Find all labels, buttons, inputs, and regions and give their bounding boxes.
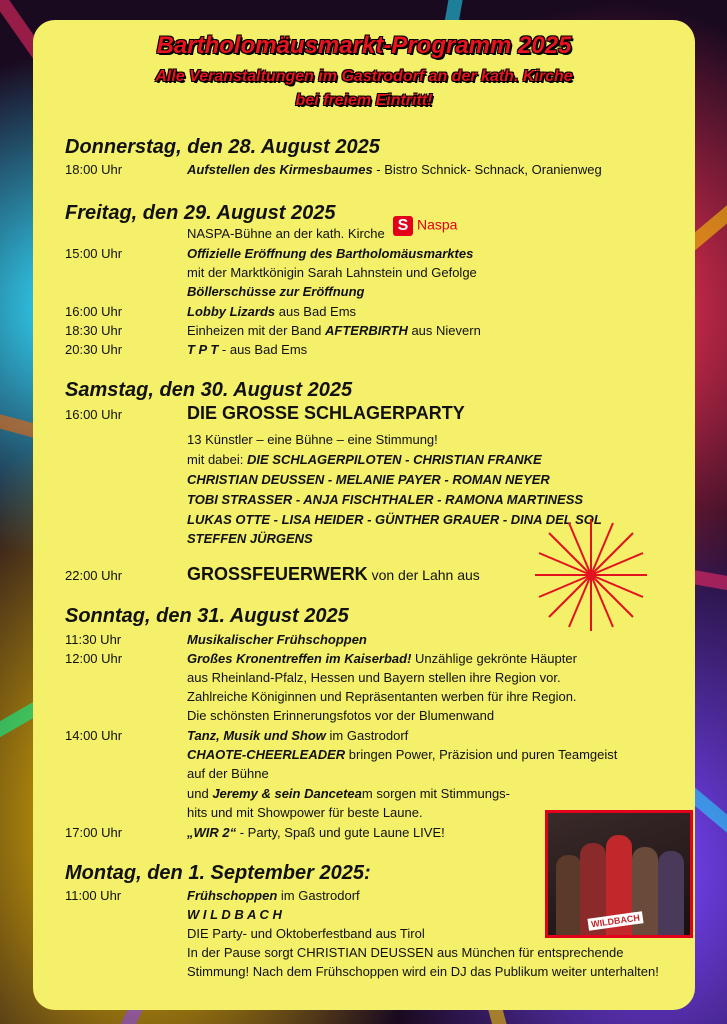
day-heading-friday: Freitag, den 29. August 2025 xyxy=(65,202,336,224)
band-photo xyxy=(545,810,693,938)
day-heading-sunday: Sonntag, den 31. August 2025 xyxy=(65,605,349,627)
firework-burst-icon xyxy=(531,515,651,635)
sparkasse-icon: S xyxy=(393,216,413,236)
page-title: Bartholomäusmarkt-Programm 2025 xyxy=(156,32,572,59)
day-heading-saturday: Samstag, den 30. August 2025 xyxy=(65,379,353,401)
day-heading-monday: Montag, den 1. September 2025: xyxy=(65,862,371,884)
band-logo: WILDBACH xyxy=(587,911,643,931)
naspa-logo: S Naspa xyxy=(393,216,457,236)
program-panel: Bartholomäusmarkt-Programm 2025 Alle Veranstaltungen im Gastrodorf an der kath. Kirche bei freiem Eintritt! Donnerstag, den 28. August 2025 18:00 Uhr Aufstellen des Kirmesbaumes - Bistro Schnick- Schnack, Oranienweg Freitag, den 29. August 2025 NASPA-Bühne an der kath. Kirche S Naspa 15:00 Uhr Offizielle Eröffnung des Bartholomäusmarktes mit der Marktkönigin Sarah Lahnstein und Gefolge Böllerschüsse zur Eröffnung 16:00 Uhr Lobby Lizards aus Bad Ems 18:30 Uhr Einheizen mit der Band AFTERBIRTH aus Nievern 20:30 Uhr T P T - aus Bad Ems Samstag, den 30. August 2025 16:00 Uhr DIE GROSSE SCHLAGERPARTY 13 Künstler – eine Bühne – eine Stimmung! mit dabei: DIE SCHLAGERPILOTEN - CHRISTIAN FRANKE CHRISTIAN DEUSSEN - MELANIE PAYER - ROMAN NEYER TOBI STRASSER - ANJA FISCHTHALER - RAMONA MARTINESS LUKAS OTTE - LISA HEIDER - GÜNTHER GRAUER - DINA DEL SOL STEFFEN JÜRGENS 22:00 Uhr GROSSFEUERWERK von der Lahn aus Sonntag, den 31. August 2025 11:30 Uhr Musikalischer Frühschoppen 12:00 Uhr Großes Kronentreffen im Kaiserbad! Unzählige gekrönte Häupter aus Rheinland-Pfalz, Hessen und Bayern stellen ihre Region vor. Zahlreiche Königinnen und Repräsentanten werben für ihre Region. Die schönsten Erinnerungsfotos vor der Blumenwand 14:00 Uhr Tanz, Musik und Show im Gastrodorf CHAOTE-CHEERLEADER bringen Power, Präzision und puren Teamgeist auf der Bühne und Jeremy & sein Danceteam sorgen mit Stimmungs- hits und mit Showpower für beste Laune. 17:00 Uhr „WIR 2“ - Party, Spaß und gute Laune LIVE! WILDBACH Montag, den 1. September 2025: 11:00 Uhr Frühschoppen im Gastrodorf W I L D B A C H DIE Party- und Oktoberfestband aus Tirol In der Pause sorgt CHRISTIAN DEUSSEN aus München für entsprechende Stimmung! Nach dem Frühschoppen wird ein DJ das Publikum weiter unterhalten! xyxy=(33,20,695,1010)
subtitle-line-2: bei freiem Eintritt! xyxy=(295,92,433,109)
subtitle-line-1: Alle Veranstaltungen im Gastrodorf an der kath. Kirche xyxy=(155,68,573,85)
day-heading-thursday: Donnerstag, den 28. August 2025 xyxy=(65,136,380,158)
